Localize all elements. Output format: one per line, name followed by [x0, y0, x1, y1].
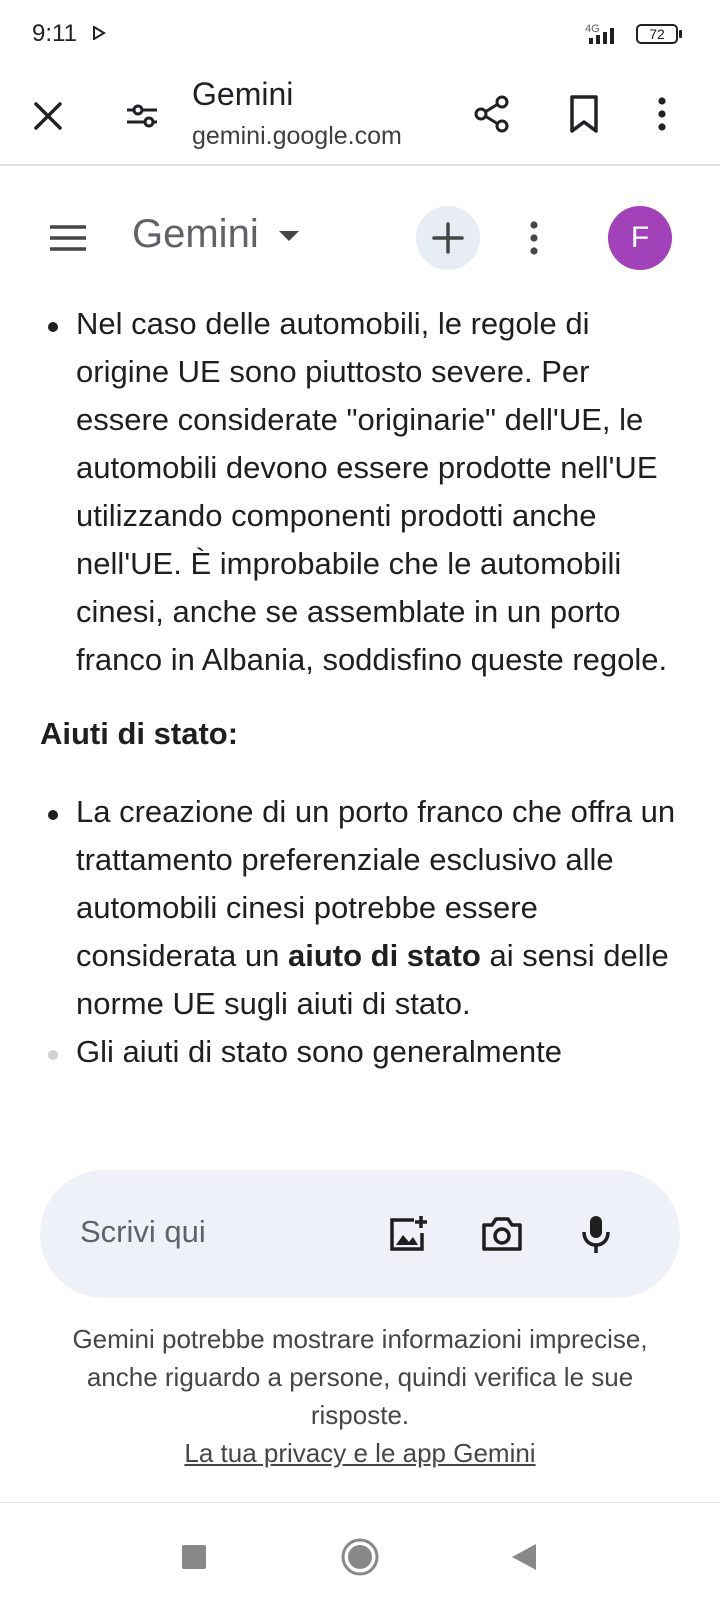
- model-selector[interactable]: [132, 212, 300, 257]
- camera-icon[interactable]: [478, 1210, 526, 1258]
- system-nav-bar: [0, 1502, 720, 1600]
- play-notification-icon: [92, 26, 106, 45]
- signal-icon: [585, 22, 629, 51]
- privacy-link[interactable]: La tua privacy e le app Gemini: [184, 1438, 536, 1468]
- tune-icon[interactable]: [118, 92, 166, 140]
- app-title-label: Gemini: [132, 212, 259, 256]
- caret-down-icon: [278, 229, 300, 243]
- battery-indicator: 72: [636, 24, 678, 44]
- plus-icon: [432, 222, 464, 254]
- list-item-text: ai sensi delle norme UE sugli aiuti di stato.: [76, 938, 669, 1021]
- back-button[interactable]: [500, 1533, 548, 1581]
- share-icon[interactable]: [464, 86, 520, 142]
- bullet-list-origin: [0, 300, 720, 684]
- app-header: [0, 200, 720, 280]
- chat-response: [0, 300, 720, 1170]
- menu-icon[interactable]: [44, 214, 92, 262]
- list-item-faded: Gli aiuti di stato sono generalmente: [0, 1028, 720, 1076]
- bookmark-icon[interactable]: [556, 86, 612, 142]
- status-bar: [0, 0, 720, 66]
- browser-toolbar: [0, 66, 720, 166]
- bullet-list-state-aid: [0, 788, 720, 1076]
- more-vert-icon[interactable]: [516, 214, 552, 262]
- list-item-text: La creazione di un porto franco che offra un trattamento preferenziale esclusivo alle automobili cinesi potrebbe essere considerata un: [76, 794, 676, 973]
- mic-icon[interactable]: [572, 1210, 620, 1258]
- close-icon[interactable]: [24, 92, 72, 140]
- add-image-icon[interactable]: [384, 1210, 432, 1258]
- page-title: Gemini: [192, 76, 294, 112]
- page-url[interactable]: gemini.google.com: [192, 122, 402, 150]
- new-chat-button[interactable]: [416, 206, 480, 270]
- triangle-back-icon: [510, 1542, 538, 1572]
- list-item-bold: aiuto di stato: [287, 938, 481, 973]
- disclaimer-text: Gemini potrebbe mostrare informazioni imprecise, anche riguardo a persone, quindi verifica le sue risposte.: [72, 1324, 648, 1430]
- network-label: 4G: [585, 23, 600, 35]
- section-heading: Aiuti di stato:: [40, 716, 239, 751]
- status-time: 9:11: [32, 20, 77, 47]
- square-icon: [181, 1544, 207, 1570]
- disclaimer: [40, 1320, 680, 1472]
- more-vert-icon[interactable]: [644, 86, 680, 142]
- circle-icon: [340, 1537, 380, 1577]
- list-item: Nel caso delle automobili, le regole di origine UE sono piuttosto severe. Per essere considerate "originarie" dell'UE, le automobili devono essere prodotte nell'UE utilizzando componenti prodotti anche nell'UE. È improbabile che le automobili cinesi, anche se assemblate in un porto franco in Albania, soddisfino queste regole.: [0, 300, 720, 684]
- avatar[interactable]: F: [608, 206, 672, 270]
- recents-button[interactable]: [170, 1533, 218, 1581]
- scroll-fade: [0, 1110, 720, 1170]
- prompt-input[interactable]: [40, 1170, 680, 1298]
- prompt-placeholder: Scrivi qui: [80, 1214, 206, 1249]
- home-button[interactable]: [336, 1533, 384, 1581]
- list-item: [0, 788, 720, 1028]
